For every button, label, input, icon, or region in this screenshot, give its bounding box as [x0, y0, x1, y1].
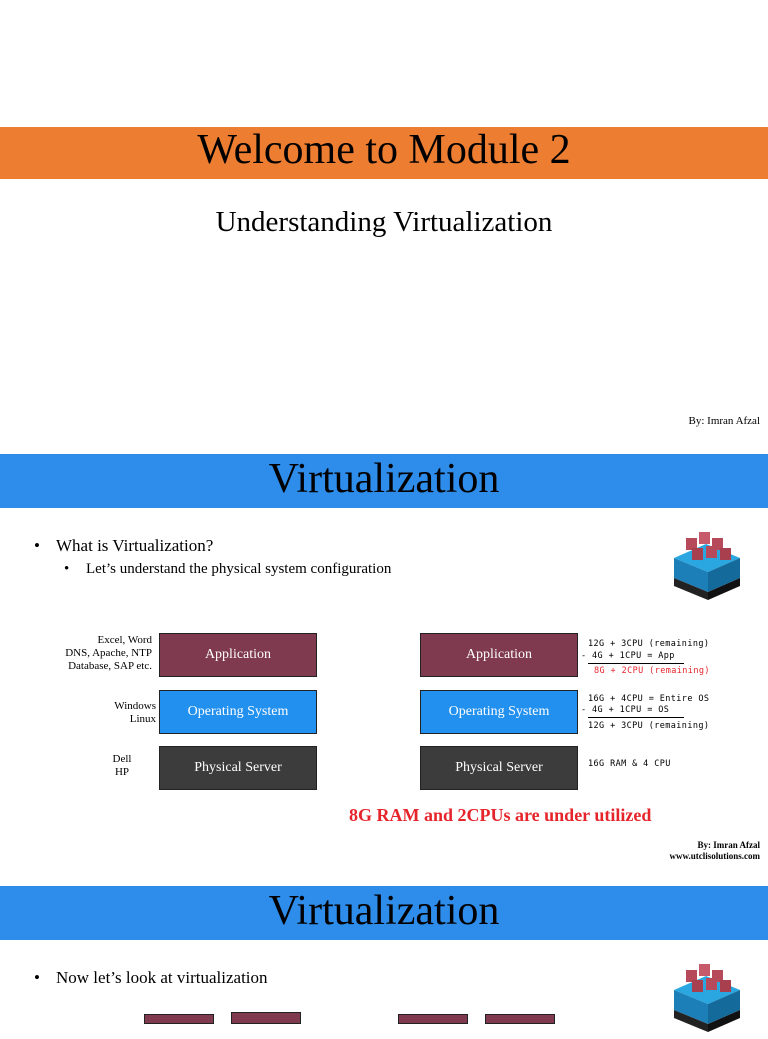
- os-examples-label: [90, 700, 156, 726]
- slide2-title: Virtualization: [268, 456, 500, 502]
- slide3-bullet: [34, 968, 268, 988]
- virtualization-cube-icon: [668, 952, 744, 1039]
- slide1-subtitle: Understanding Virtualization: [215, 206, 553, 238]
- app-example-line: DNS, Apache, NTP: [65, 647, 152, 659]
- credit-website: www.utclisolutions.com: [669, 851, 760, 861]
- server-example-line: HP: [114, 766, 130, 778]
- vm-box-partial: [231, 1012, 301, 1024]
- os-calc-line2: - 4G + 1CPU = OS: [581, 705, 670, 715]
- app-calc-line2: - 4G + 1CPU = App: [581, 651, 675, 661]
- slide1-title: Welcome to Module 2: [197, 127, 571, 173]
- slide2-credit: [669, 840, 760, 862]
- right-os-box: Operating System: [420, 690, 578, 734]
- slide3-bullet-text: Now let’s look at virtualization: [56, 968, 268, 987]
- os-example-line: Windows: [114, 700, 156, 712]
- app-examples-label: [40, 634, 152, 673]
- os-calc-divider: [588, 717, 684, 718]
- os-example-line: Linux: [129, 713, 156, 725]
- credit-author: By: Imran Afzal: [697, 840, 760, 850]
- vm-box-partial: [144, 1014, 214, 1024]
- vm-box-partial: [485, 1014, 555, 1024]
- server-example-line: Dell: [112, 753, 132, 765]
- right-application-box: Application: [420, 633, 578, 677]
- slide3-title: Virtualization: [268, 888, 500, 934]
- bullet-dot-icon: •: [64, 561, 70, 577]
- virtualization-cube-icon: [668, 520, 744, 607]
- server-examples-label: [100, 753, 144, 779]
- app-calc-line1: 12G + 3CPU (remaining): [588, 639, 710, 649]
- os-calc-line1: 16G + 4CPU = Entire OS: [588, 694, 710, 704]
- left-application-box: Application: [159, 633, 317, 677]
- app-example-line: Database, SAP etc.: [68, 660, 152, 672]
- app-calc-divider: [588, 663, 684, 664]
- slide2-sub-bullet: [64, 561, 391, 578]
- app-example-line: Excel, Word: [97, 634, 152, 646]
- slide1-author: By: Imran Afzal: [688, 415, 760, 427]
- slide2-bullet-text: What is Virtualization?: [56, 536, 214, 555]
- server-calc-line: 16G RAM & 4 CPU: [588, 759, 671, 769]
- right-server-box: Physical Server: [420, 746, 578, 790]
- slide2-sub-bullet-text: Let’s understand the physical system configuration: [86, 561, 392, 577]
- underutilized-warning: 8G RAM and 2CPUs are under utilized: [349, 805, 652, 825]
- bullet-dot-icon: •: [34, 536, 40, 555]
- app-calc-line3: 8G + 2CPU (remaining): [594, 666, 710, 676]
- left-os-box: Operating System: [159, 690, 317, 734]
- slide2-bullet: [34, 536, 213, 556]
- os-calc-line3: 12G + 3CPU (remaining): [588, 721, 710, 731]
- vm-box-partial: [398, 1014, 468, 1024]
- bullet-dot-icon: •: [34, 968, 40, 987]
- left-server-box: Physical Server: [159, 746, 317, 790]
